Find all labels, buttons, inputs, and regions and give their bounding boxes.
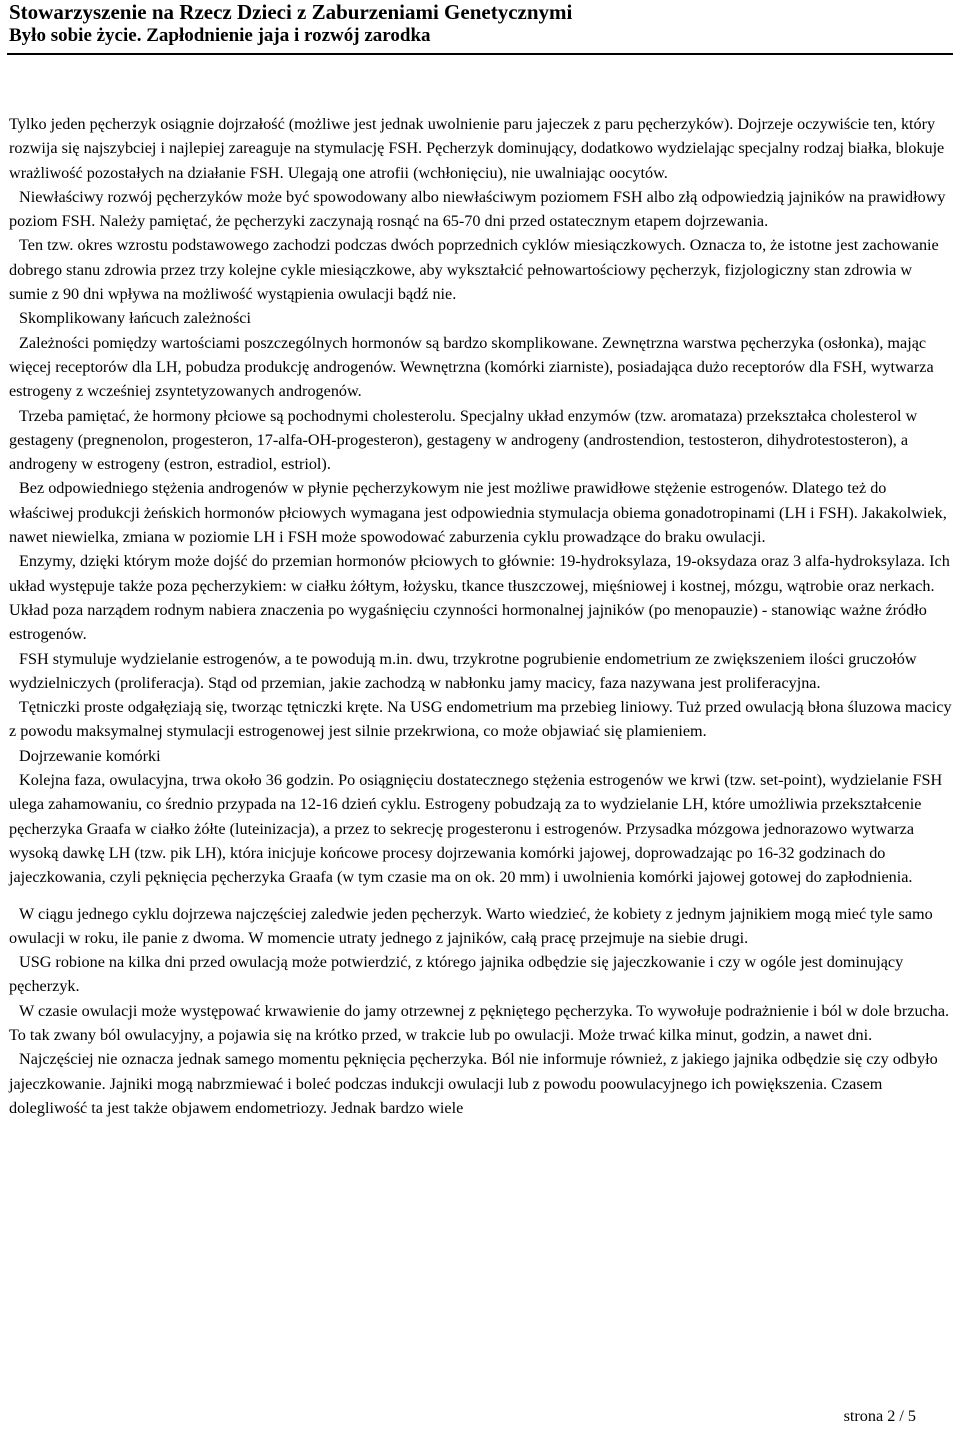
section-heading: Skomplikowany łańcuch zależności: [19, 309, 251, 328]
paragraph: Bez odpowiedniego stężenia androgenów w płynie pęcherzykowym nie jest możliwe prawidłowe stężenie estrogenów. Dlatego też do właściwej produkcji żeńskich hormonów płciowych wymagana jest odpowiednia stymulacja obiema gonadotropinami (LH i FSH). Jakakolwiek, nawet niewielka, zmiana w poziomie LH i FSH może spowodować zaburzenia cyklu prowadzące do braku owulacji.: [9, 479, 947, 547]
organization-name: Stowarzyszenie na Rzecz Dzieci z Zaburzeniami Genetycznymi: [9, 0, 573, 24]
paragraph: Niewłaściwy rozwój pęcherzyków może być spowodowany albo niewłaściwym poziomem FSH albo złą odpowiedzią jajników na prawidłowy poziom FSH. Należy pamiętać, że pęcherzyki zaczynają rosnąć na 65-70 dni przed ostatecznym etapem dojrzewania.: [9, 187, 946, 231]
paragraph: Najczęściej nie oznacza jednak samego momentu pęknięcia pęcherzyka. Ból nie informuje również, z jakiego jajnika odbędzie się czy odbyło jajeczkowanie. Jajniki mogą nabrzmiewać i boleć podczas indukcji owulacji lub z powodu poowulacyjnego ich powiększenia. Czasem dolegliwość ta jest także objawem endometriozy. Jednak bardzo wiele: [9, 1050, 938, 1117]
paragraph: Enzymy, dzięki którym może dojść do przemian hormonów płciowych to głównie: 19-hydroksylaza, 19-oksydaza oraz 3 alfa-hydroksylaza. Ich układ występuje także poza pęcherzykiem: w ciałku żółtym, łożysku, tkance tłuszczowej, mięśniowej i kostnej, mózgu, wątrobie oraz nerkach. Układ poza narządem rodnym nabiera znaczenia po wygaśnięciu czynności hormonalnej jajników (po menopauzie) - stanowiąc ważne źródło estrogenów.: [9, 552, 950, 644]
paragraph: USG robione na kilka dni przed owulacją może potwierdzić, z którego jajnika odbędzie się jajeczkowanie i czy w ogóle jest dominujący pęcherzyk.: [9, 953, 904, 996]
header-divider: [7, 53, 953, 55]
page-header: [9, 0, 954, 48]
page-number: strona 2 / 5: [843, 1407, 916, 1425]
document-body: [9, 112, 954, 1120]
document-title: Było sobie życie. Zapłodnienie jaja i rozwój zarodka: [9, 25, 431, 46]
paragraph: FSH stymuluje wydzielanie estrogenów, a te powodują m.in. dwu, trzykrotne pogrubienie endometrium ze zwiększeniem ilości gruczołów wydzielniczych (proliferacja). Stąd od przemian, jakie zachodzą w nabłonku jamy macicy, faza nazywana jest proliferacyjna.: [9, 649, 917, 692]
paragraph: Trzeba pamiętać, że hormony płciowe są pochodnymi cholesterolu. Specjalny układ enzymów (tzw. aromataza) przekształca cholesterol w gestageny (pregnenolon, progesteron, 17-alfa-OH-progesteron), gestageny w androgeny (androstendion, testosteron, dihydrotestosteron), a androgeny w estrogeny (estron, estradiol, estriol).: [9, 406, 918, 474]
section-heading: Dojrzewanie komórki: [19, 746, 161, 765]
paragraph: Zależności pomiędzy wartościami poszczególnych hormonów są bardzo skomplikowane. Zewnętrzna warstwa pęcherzyka (osłonka), mając więcej receptorów dla LH, pobudza produkcję androgenów. Wewnętrzna (komórki ziarniste), posiadająca dużo receptorów dla FSH, wytwarza estrogeny z wcześniej zsyntetyzowanych androgenów.: [9, 333, 934, 401]
paragraph: Kolejna faza, owulacyjna, trwa około 36 godzin. Po osiągnięciu dostatecznego stężenia estrogenów we krwi (tzw. set-point), wydzielanie FSH ulega zahamowaniu, co średnio przypada na 12-16 dzień cyklu. Estrogeny pobudzają za to wydzielanie LH, które umożliwia przekształcenie pęcherzyka Graafa w ciałko żółte (luteinizacja), a przez to sekrecję progesteronu i estrogenów. Przysadka mózgowa jednorazowo wytwarza wysoką dawkę LH (tzw. pik LH), która inicjuje końcowe procesy dojrzewania komórki jajowej, doprowadzając po 16-32 godzinach do jajeczkowania, czyli pęknięcia pęcherzyka Graafa (w tym czasie ma on ok. 20 mm) i uwolnienia komórki jajowej gotowej do zapłodnienia.: [9, 771, 943, 887]
paragraph: Tętniczki proste odgałęziają się, tworząc tętniczki kręte. Na USG endometrium ma przebieg liniowy. Tuż przed owulacją błona śluzowa macicy z powodu maksymalnej stymulacji estrogenowej jest silnie przekrwiona, co może objawiać się plamieniem.: [9, 698, 952, 741]
paragraph: W czasie owulacji może występować krwawienie do jamy otrzewnej z pękniętego pęcherzyka. To wywołuje podrażnienie i ból w dole brzucha. To tak zwany ból owulacyjny, a pojawia się na krótko przed, w trakcie lub po owulacji. Może trwać kilka minut, godzin, a nawet dni.: [9, 1001, 950, 1044]
paragraph: Tylko jeden pęcherzyk osiągnie dojrzałość (możliwe jest jednak uwolnienie paru jajeczek z paru pęcherzyków). Dojrzeje oczywiście ten, który rozwija się najszybciej i najlepiej zareaguje na stymulację FSH. Pęcherzyk dominujący, dodatkowo wydzielając specjalny rodzaj białka, blokuje wrażliwość pozostałych na działanie FSH. Ulegają one atrofii (wchłonięciu), nie uwalniając oocytów.: [9, 115, 945, 182]
paragraph: W ciągu jednego cyklu dojrzewa najczęściej zaledwie jeden pęcherzyk. Warto wiedzieć, że kobiety z jednym jajnikiem mogą mieć tyle samo owulacji w roku, ile panie z dwoma. W momencie utraty jednego z jajników, całą pracę przejmuje na siebie drugi.: [9, 904, 933, 947]
paragraph: Ten tzw. okres wzrostu podstawowego zachodzi podczas dwóch poprzednich cyklów miesiączkowych. Oznacza to, że istotne jest zachowanie dobrego stanu zdrowia przez trzy kolejne cykle miesiączkowe, aby wykształcić pełnowartościowy pęcherzyk, fizjologiczny stan zdrowia w sumie z 90 dni wpływa na możliwość wystąpienia owulacji bądź nie.: [9, 236, 939, 304]
